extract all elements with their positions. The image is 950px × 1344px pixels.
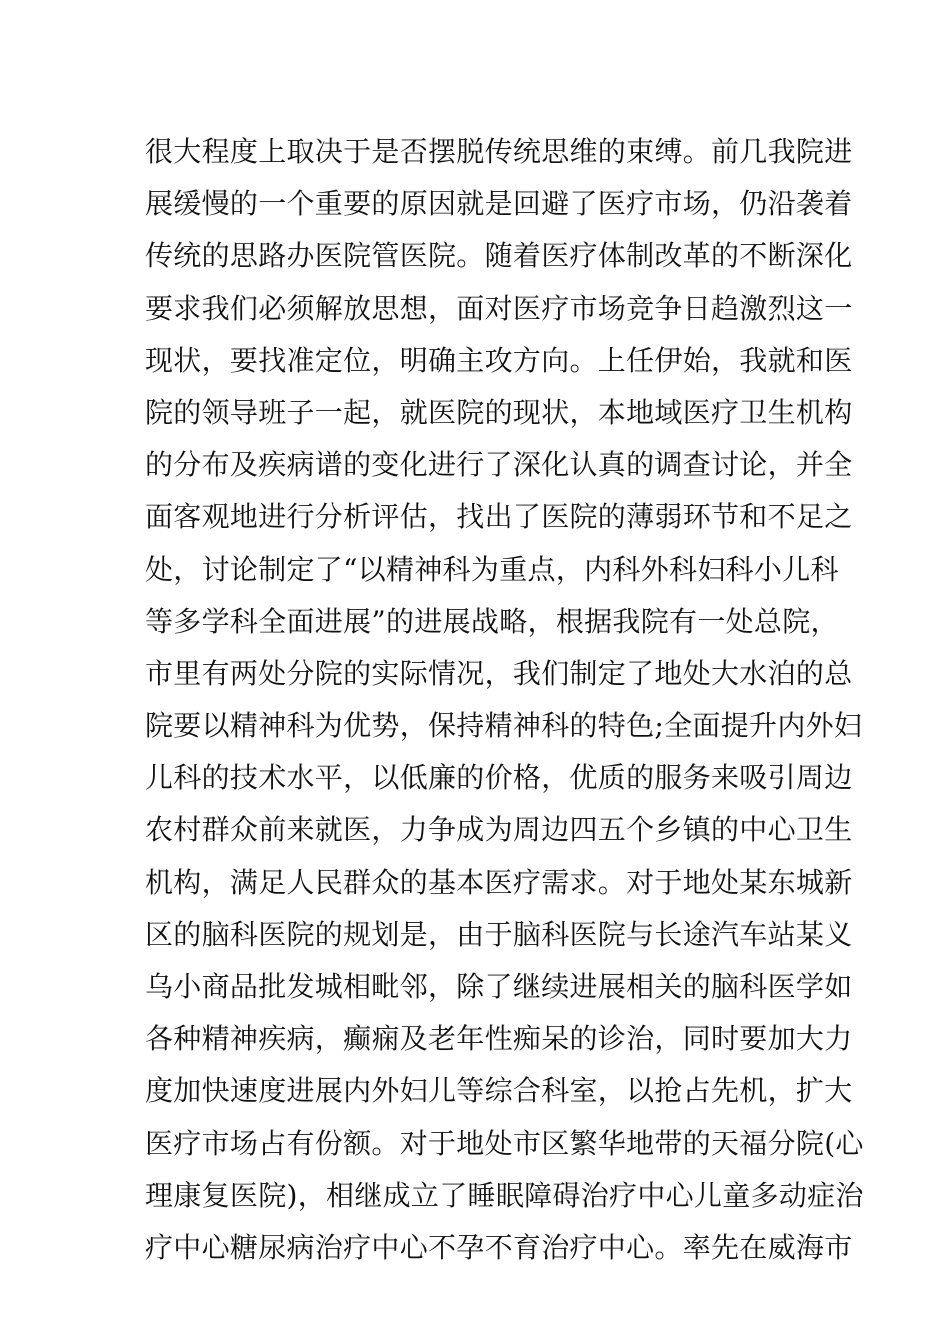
text-line: 院要以精神科为优势，保持精神科的特色;全面提升内外妇 <box>145 709 863 743</box>
text-line: 医疗市场占有份额。对于地处市区繁华地带的天福分院(心 <box>145 1126 864 1160</box>
text-line: 面客观地进行分析评估，找出了医院的薄弱环节和不足之 <box>145 500 853 534</box>
text-line: 传统的思路办医院管医院。随着医疗体制改革的不断深化 <box>145 239 853 273</box>
text-line: 乌小商品批发城相毗邻，除了继续进展相关的脑科医学如 <box>145 970 853 1003</box>
text-line: 理康复医院)，相继成立了睡眠障碍治疗中心儿童多动症治 <box>145 1178 864 1212</box>
text-line: 等多学科全面进展”的进展战略，根据我院有一处总院， <box>145 604 839 638</box>
text-line: 度加快速度进展内外妇儿等综合科室，以抢占先机，扩大 <box>145 1074 853 1108</box>
text-line: 很大程度上取决于是否摆脱传统思维的束缚。前几我院进 <box>145 135 853 168</box>
text-line: 市里有两处分院的实际情况，我们制定了地处大水泊的总 <box>145 656 853 690</box>
text-line: 要求我们必须解放思想，面对医疗市场竞争日趋激烈这一 <box>145 291 853 325</box>
text-line: 院的领导班子一起，就医院的现状，本地域医疗卫生机构 <box>145 395 853 429</box>
text-line: 各种精神疾病，癫痫及老年性痴呆的诊治，同时要加大力 <box>145 1022 853 1056</box>
text-line: 农村群众前来就医，力争成为周边四五个乡镇的中心卫生 <box>145 813 853 847</box>
text-line: 展缓慢的一个重要的原因就是回避了医疗市场，仍沿袭着 <box>145 187 853 221</box>
text-line: 区的脑科医院的规划是，由于脑科医院与长途汽车站某义 <box>145 917 853 951</box>
text-line: 处，讨论制定了“以精神科为重点，内科外科妇科小儿科 <box>145 552 839 586</box>
text-line: 儿科的技术水平，以低廉的价格，优质的服务来吸引周边 <box>145 761 853 795</box>
text-line: 机构，满足人民群众的基本医疗需求。对于地处某东城新 <box>145 865 853 899</box>
text-line: 现状，要找准定位，明确主攻方向。上任伊始，我就和医 <box>145 343 853 377</box>
text-line: 疗中心糖尿病治疗中心不孕不育治疗中心。率先在威海市 <box>145 1230 853 1264</box>
body-text <box>145 126 864 1274</box>
text-line: 的分布及疾病谱的变化进行了深化认真的调查讨论，并全 <box>145 448 853 482</box>
